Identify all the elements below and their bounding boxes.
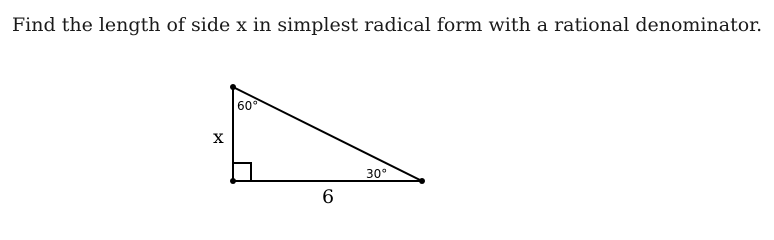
side-label-6: 6 [322,186,335,208]
vertex-right-angle [230,178,236,184]
vertex-top [230,84,236,90]
angle-label-30: 30° [366,167,388,181]
vertex-bottom-right [419,178,425,184]
angle-label-60: 60° [237,99,259,113]
question-text: Find the length of side x in simplest radical form with a rational denominator. [12,14,763,36]
right-angle-marker [233,163,251,181]
side-hypotenuse [233,87,422,181]
side-label-x: x [213,126,224,148]
